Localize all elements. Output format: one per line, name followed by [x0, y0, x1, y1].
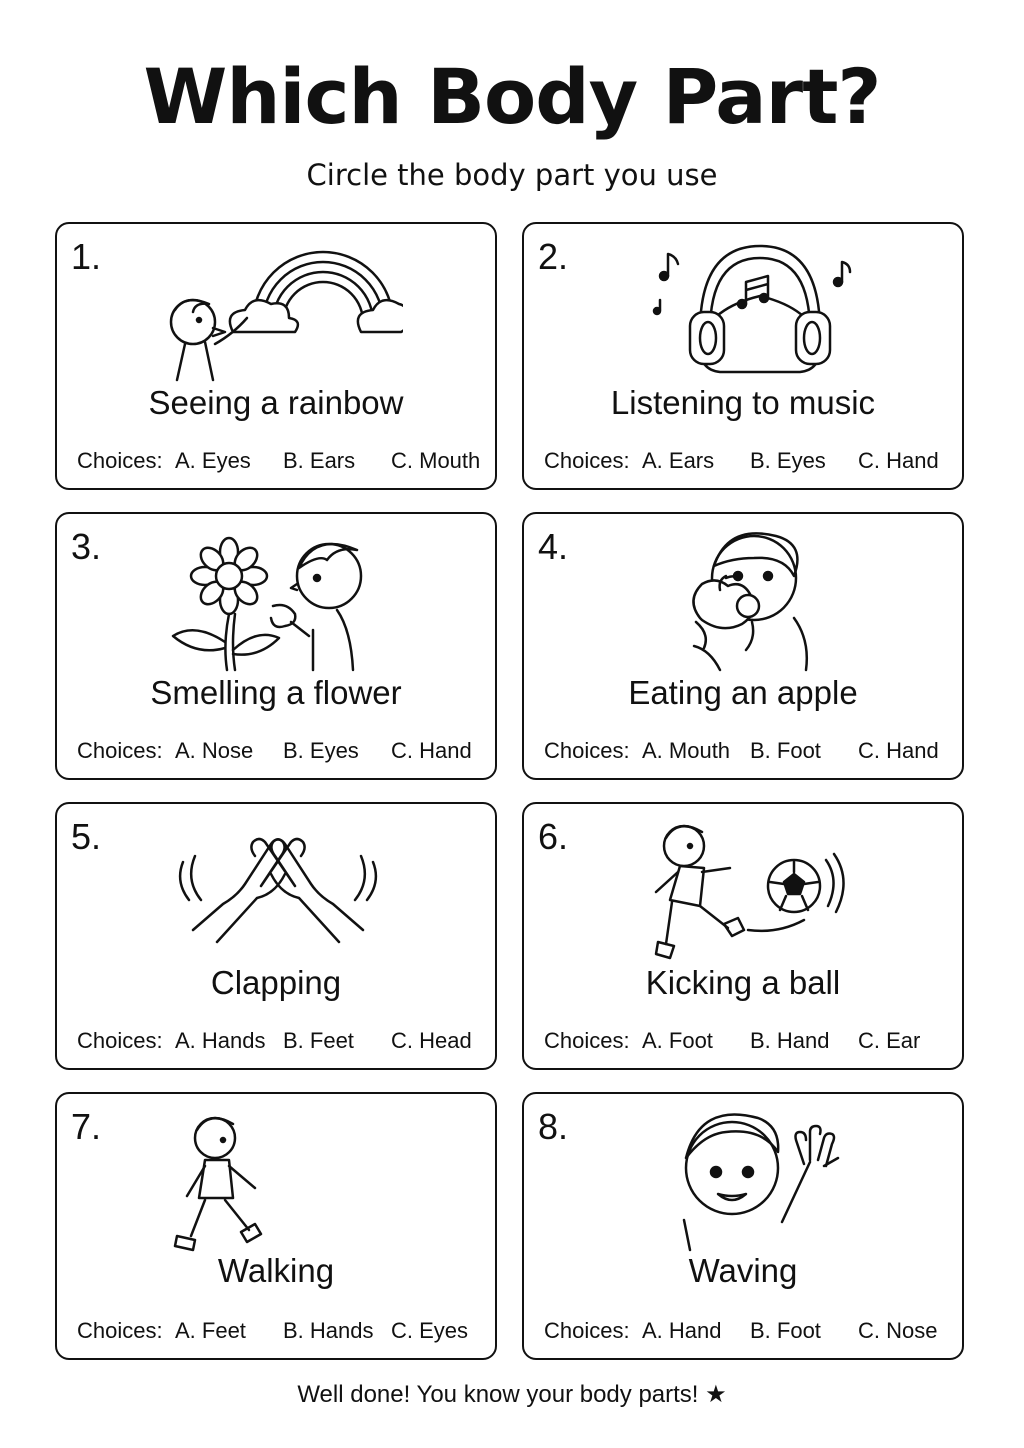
question-label: Kicking a ball	[645, 964, 841, 1001]
choice-c[interactable]: C. Nose	[858, 1318, 938, 1343]
choice-a[interactable]: A. Eyes	[175, 448, 251, 473]
choices-row	[77, 448, 481, 474]
question-card-2	[522, 222, 964, 490]
soccer-ball-icon	[620, 812, 870, 962]
question-card-3	[55, 512, 497, 780]
flower-icon	[153, 522, 403, 672]
question-label: Listening to music	[610, 384, 876, 421]
choices-lead: Choices:	[544, 1028, 630, 1053]
question-number: 8.	[538, 1106, 569, 1147]
choice-c[interactable]: C. Mouth	[391, 448, 481, 473]
choices-row	[77, 738, 481, 764]
question-label: Smelling a flower	[150, 674, 402, 711]
choice-b[interactable]: B. Eyes	[283, 738, 359, 763]
choices-lead: Choices:	[77, 1318, 163, 1343]
page-subtitle: Circle the body part you use	[306, 158, 718, 192]
choice-b[interactable]: B. Hands	[283, 1318, 374, 1343]
question-label: Walking	[217, 1252, 335, 1289]
choices-lead: Choices:	[77, 1028, 163, 1053]
choice-a[interactable]: A. Hands	[175, 1028, 266, 1053]
page-title: Which Body Part?	[143, 52, 881, 141]
choices-lead: Choices:	[544, 738, 630, 763]
choices-lead: Choices:	[544, 1318, 630, 1343]
choice-c[interactable]: C. Ear	[858, 1028, 921, 1053]
choices-lead: Choices:	[544, 448, 630, 473]
choices-lead: Choices:	[77, 738, 163, 763]
question-label: Waving	[688, 1252, 798, 1289]
choice-c[interactable]: C. Hand	[858, 738, 939, 763]
choice-b[interactable]: B. Foot	[750, 1318, 821, 1343]
choices-row	[544, 738, 948, 764]
question-number: 3.	[71, 526, 102, 567]
choice-c[interactable]: C. Eyes	[391, 1318, 469, 1343]
question-number: 6.	[538, 816, 569, 857]
question-card-7	[55, 1092, 497, 1360]
choice-c[interactable]: C. Hand	[858, 448, 939, 473]
choice-a[interactable]: A. Ears	[642, 448, 715, 473]
choice-b[interactable]: B. Hand	[750, 1028, 830, 1053]
choices-row	[544, 1318, 948, 1344]
question-number: 1.	[71, 236, 102, 277]
choices-row	[544, 1028, 948, 1054]
rainbow-icon	[153, 232, 403, 382]
question-number: 4.	[538, 526, 569, 567]
question-card-5	[55, 802, 497, 1070]
clapping-hands-icon	[153, 812, 403, 962]
choice-a[interactable]: A. Hand	[642, 1318, 722, 1343]
question-number: 7.	[71, 1106, 102, 1147]
choices-row	[77, 1318, 481, 1344]
choice-b[interactable]: B. Feet	[283, 1028, 354, 1053]
question-card-6	[522, 802, 964, 1070]
choices-row	[77, 1028, 481, 1054]
choice-a[interactable]: A. Foot	[642, 1028, 713, 1053]
walking-child-icon	[153, 1102, 403, 1252]
question-label: Eating an apple	[628, 674, 858, 711]
question-card-4	[522, 512, 964, 780]
question-number: 2.	[538, 236, 569, 277]
choice-c[interactable]: C. Hand	[391, 738, 472, 763]
headphones-icon	[620, 232, 870, 382]
footer-message: Well done! You know your body parts! ★	[297, 1381, 727, 1408]
choices-lead: Choices:	[77, 448, 163, 473]
waving-child-icon	[620, 1102, 870, 1252]
choice-a[interactable]: A. Feet	[175, 1318, 246, 1343]
question-label: Seeing a rainbow	[148, 384, 404, 421]
choice-b[interactable]: B. Foot	[750, 738, 821, 763]
choice-c[interactable]: C. Head	[391, 1028, 472, 1053]
choice-a[interactable]: A. Nose	[175, 738, 254, 763]
choice-b[interactable]: B. Ears	[283, 448, 356, 473]
question-card-1	[55, 222, 497, 490]
choices-row	[544, 448, 948, 474]
question-label: Clapping	[210, 964, 342, 1001]
choice-b[interactable]: B. Eyes	[750, 448, 826, 473]
question-number: 5.	[71, 816, 102, 857]
question-card-8	[522, 1092, 964, 1360]
choice-a[interactable]: A. Mouth	[642, 738, 731, 763]
apple-icon	[620, 522, 870, 672]
